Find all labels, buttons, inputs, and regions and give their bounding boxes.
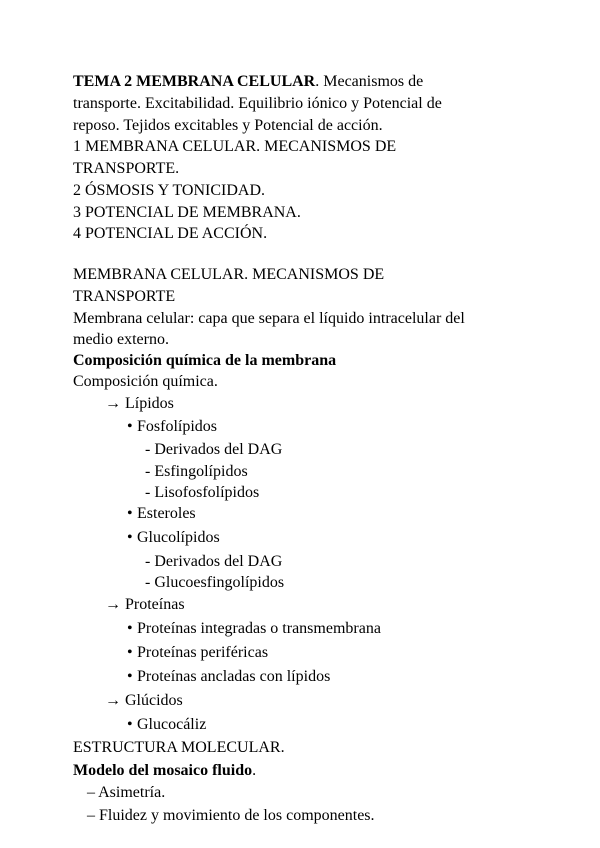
composition-intro: Composición química. [73, 373, 218, 390]
list-item-prot-integradas: • Proteínas integradas o transmembrana [127, 620, 381, 637]
list-item-glucocaliz: • Glucocáliz [127, 716, 207, 733]
index-item-2: 2 ÓSMOSIS Y TONICIDAD. [73, 182, 266, 199]
definition-line-1: Membrana celular: capa que separa el líquido intracelular del [73, 310, 465, 327]
title-bold: TEMA 2 MEMBRANA CELULAR [73, 73, 316, 90]
bullet-icon: • [127, 668, 133, 685]
list-item-esfingolipidos: - Esfingolípidos [145, 463, 248, 480]
list-item-lisofosfolipidos: - Lisofosfolípidos [145, 484, 260, 501]
section-heading-line-1: MEMBRANA CELULAR. MECANISMOS DE [73, 266, 385, 283]
bullet-icon: • [127, 620, 133, 637]
list-item-fos-dag: - Derivados del DAG [145, 441, 283, 458]
title-line-1 [73, 72, 423, 92]
list-item-fosfolipidos: • Fosfolípidos [127, 418, 218, 435]
model-heading: Modelo del mosaico fluido. [73, 762, 257, 779]
title-line-2: transporte. Excitabilidad. Equilibrio iónico y Potencial de [73, 95, 442, 112]
index-item-1-line-2: TRANSPORTE. [73, 160, 180, 177]
index-item-3: 3 POTENCIAL DE MEMBRANA. [73, 204, 301, 221]
section-heading-line-2: TRANSPORTE [73, 288, 176, 305]
list-item-proteinas: → Proteínas [105, 596, 185, 613]
structure-heading: ESTRUCTURA MOLECULAR. [73, 739, 285, 756]
structure-item-asimetria: – Asimetría. [87, 784, 166, 801]
definition-line-2: medio externo. [73, 331, 169, 348]
list-item-glu-dag: - Derivados del DAG [145, 553, 283, 570]
list-item-glucidos: → Glúcidos [105, 692, 183, 709]
bullet-icon: • [127, 418, 133, 435]
list-item-esteroles: • Esteroles [127, 505, 196, 522]
index-item-4: 4 POTENCIAL DE ACCIÓN. [73, 225, 268, 242]
bullet-icon: • [127, 529, 133, 546]
list-item-prot-perifericas: • Proteínas periféricas [127, 644, 269, 661]
bullet-icon: • [127, 644, 133, 661]
list-item-glucolipidos: • Glucolípidos [127, 529, 220, 546]
list-item-lipidos: → Lípidos [105, 395, 174, 412]
bullet-icon: • [127, 505, 133, 522]
list-item-glucoesfingolipidos: - Glucoesfingolípidos [145, 574, 285, 591]
bullet-icon: • [127, 716, 133, 733]
list-item-prot-ancladas: • Proteínas ancladas con lípidos [127, 668, 331, 685]
title-line-3: reposo. Tejidos excitables y Potencial de acción. [73, 117, 383, 134]
structure-item-fluidez: – Fluidez y movimiento de los componentes. [87, 807, 375, 824]
composition-subheading: Composición química de la membrana [73, 352, 337, 369]
index-item-1-line-1: 1 MEMBRANA CELULAR. MECANISMOS DE [73, 138, 397, 155]
title-rest: . Mecanismos de [315, 73, 424, 90]
